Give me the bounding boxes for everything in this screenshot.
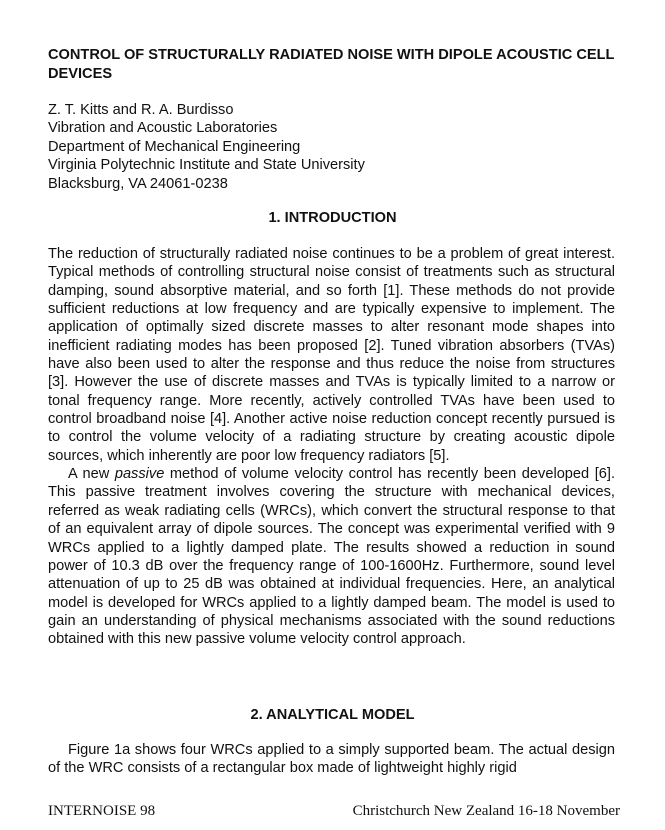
paper-title: CONTROL OF STRUCTURALLY RADIATED NOISE WITH DIPOLE ACOUSTIC CELL DEVICES (48, 47, 615, 82)
author-block (48, 101, 365, 193)
affiliation-line: Vibration and Acoustic Laboratories (48, 120, 278, 137)
introduction-body (48, 245, 615, 649)
introduction-paragraph-1: The reduction of structurally radiated noise continues to be a problem of great interest. Typical methods of controlling structural noise consist of treatments such as structural damping, sound absorptive material, and so forth [1]. These methods do not provide sufficient reductions at low frequency and are typically expensive to implement. The application of optimally sized discrete masses to alter resonant mode shapes into inefficient radiating modes has been proposed [2]. Tuned vibration absorbers (TVAs) have also been used to alter the response and thus reduce the noise from structures [3]. However the use of discrete masses and TVAs is typically limited to a narrow or tonal frequency range. More recently, actively controlled TVAs have been used to control broadband noise [4]. Another active noise reduction concept recently pursued is to control the volume velocity of a radiating structure by creating acoustic dipole sources, which inherently are poor low frequency radiators [5]. (48, 246, 615, 464)
paragraph-2-rest: method of volume velocity control has recently been developed [6]. This passive treatment involves covering the structure with mechanical devices, referred as weak radiating cells (WRCs), which convert the structural response to that of an equivalent array of dipole sources. The concept was experimental verified with 9 WRCs applied to a lightly damped plate. The results showed a reduction in sound power of 10.3 dB over the frequency range of 100-1600Hz. Furthermore, sound level attenuation of up to 25 dB was obtained at individual frequencies. Here, an analytical model is developed for WRCs applied to a lightly damped beam. The model is used to gain an understanding of physical mechanisms associated with the sound reductions obtained with this new passive volume velocity control approach. (48, 466, 615, 648)
footer-location-date: Christchurch New Zealand 16-18 November (352, 803, 620, 819)
affiliation-line: Virginia Polytechnic Institute and State University (48, 157, 365, 174)
section-heading-introduction: 1. INTRODUCTION (268, 210, 397, 226)
paragraph-2-start: A new (68, 466, 115, 483)
footer-conference: INTERNOISE 98 (48, 803, 156, 819)
section-heading-analytical-model: 2. ANALYTICAL MODEL (250, 707, 415, 723)
analytical-model-paragraph-1: Figure 1a shows four WRCs applied to a simply supported beam. The actual design of the WRC consists of a rectangular box made of lightweight highly rigid (48, 742, 615, 777)
analytical-model-body (48, 741, 615, 778)
author-names: Z. T. Kitts and R. A. Burdisso (48, 102, 234, 118)
affiliation-line: Department of Mechanical Engineering (48, 138, 301, 155)
introduction-paragraph-2 (48, 465, 615, 648)
affiliation-line: Blacksburg, VA 24061-0238 (48, 175, 228, 192)
emphasis-passive: passive (114, 466, 165, 483)
